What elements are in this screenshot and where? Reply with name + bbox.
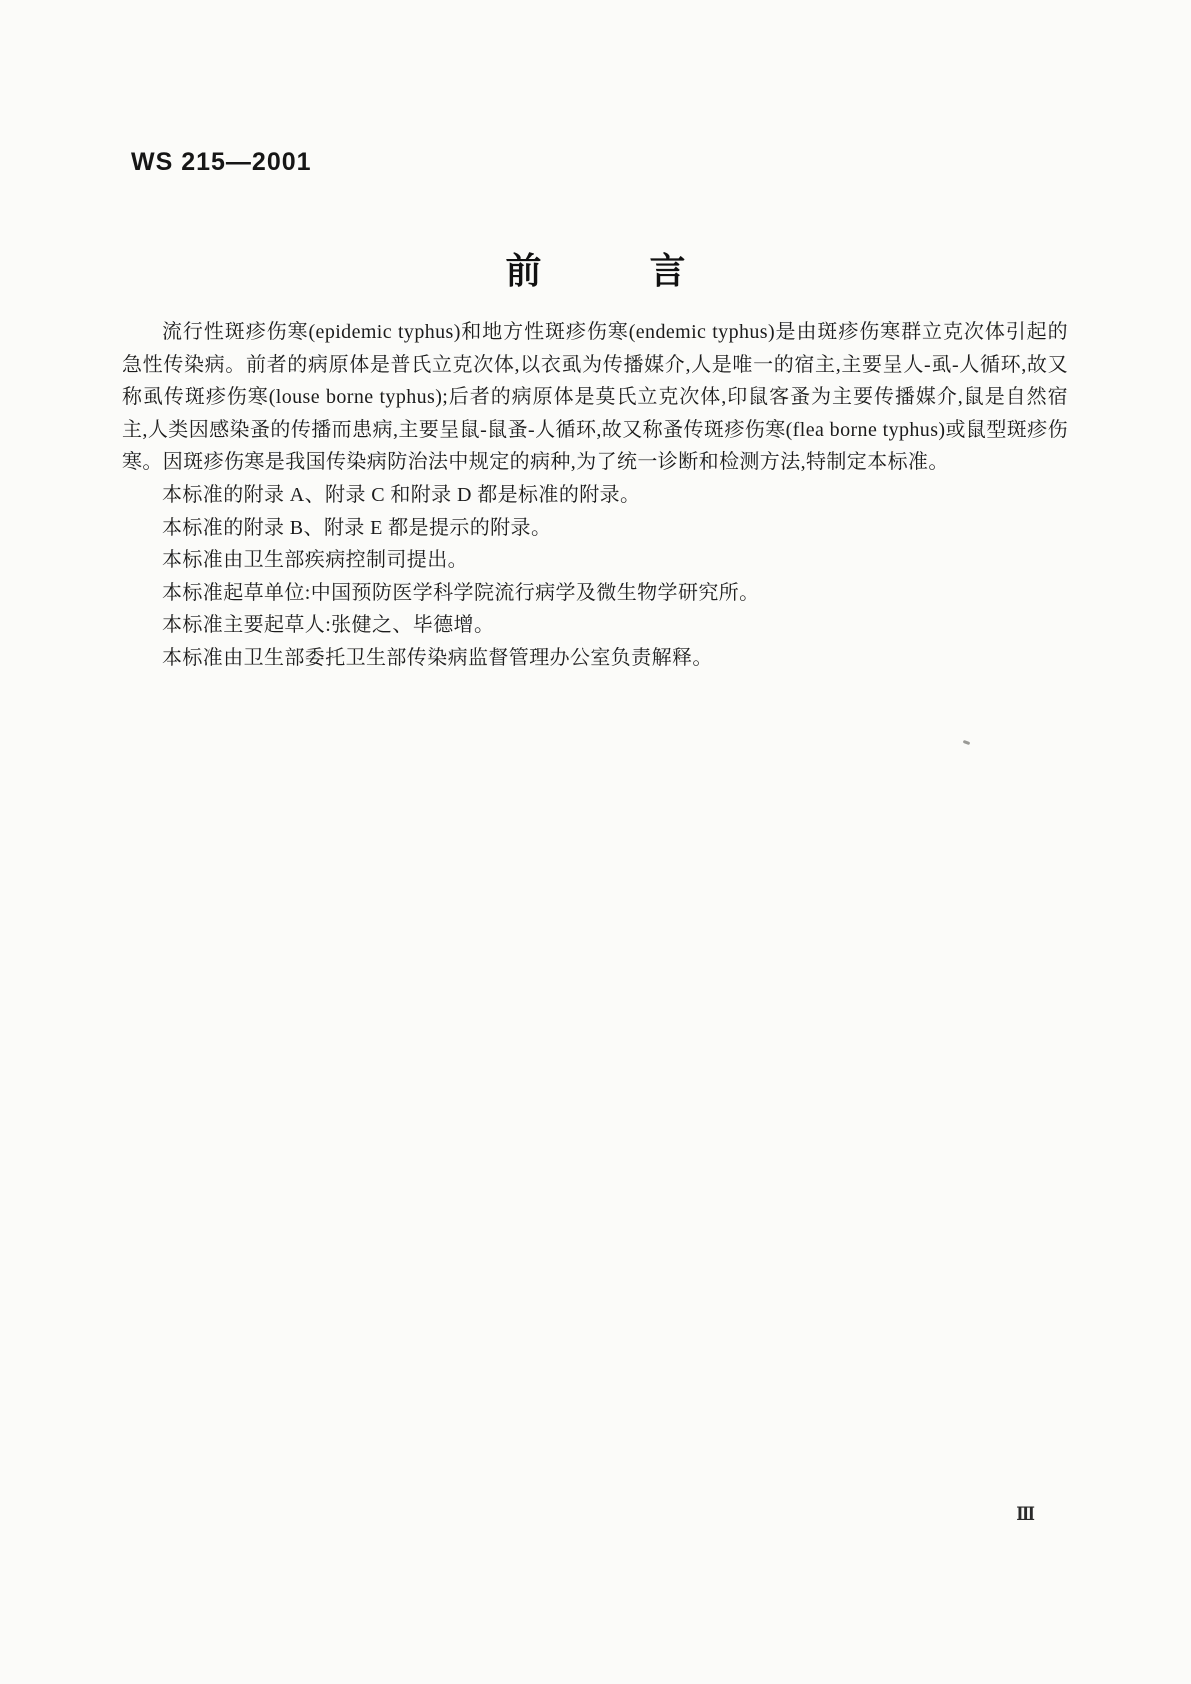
- foreword-paragraph-interpretation: 本标准由卫生部委托卫生部传染病监督管理办公室负责解释。: [162, 646, 713, 669]
- foreword-paragraph-drafters: 本标准主要起草人:张健之、毕德增。: [162, 614, 495, 637]
- page-number: Ⅲ: [1016, 1504, 1035, 1525]
- foreword-paragraph-normative-annexes: 本标准的附录 A、附录 C 和附录 D 都是标准的附录。: [162, 483, 641, 506]
- page-title: 前 言: [505, 251, 686, 291]
- standard-number: WS 215—2001: [131, 148, 312, 176]
- foreword-paragraph-intro: 流行性斑疹伤寒(epidemic typhus)和地方性斑疹伤寒(endemic typhus)是由斑疹伤寒群立克次体引起的急性传染病。前者的病原体是普氏立克次体,以衣虱为传播媒介,人是唯一的宿主,主要呈人-虱-人循环,故又称虱传斑疹伤寒(louse borne typhus);后者的病原体是莫氏立克次体,印鼠客蚤为主要传播媒介,鼠是自然宿主,人类因感染蚤的传播而患病,主要呈鼠-鼠蚤-人循环,故又称蚤传斑疹伤寒(flea borne typhus)或鼠型斑疹伤寒。因斑疹伤寒是我国传染病防治法中规定的病种,为了统一诊断和检测方法,特制定本标准。: [122, 321, 1068, 474]
- foreword-paragraph-informative-annexes: 本标准的附录 B、附录 E 都是提示的附录。: [162, 516, 552, 539]
- foreword-paragraph-proposed-by: 本标准由卫生部疾病控制司提出。: [162, 549, 468, 572]
- foreword-body: [122, 316, 1068, 675]
- scan-artifact-speck: [963, 740, 971, 745]
- foreword-paragraph-drafting-unit: 本标准起草单位:中国预防医学科学院流行病学及微生物学研究所。: [162, 581, 760, 604]
